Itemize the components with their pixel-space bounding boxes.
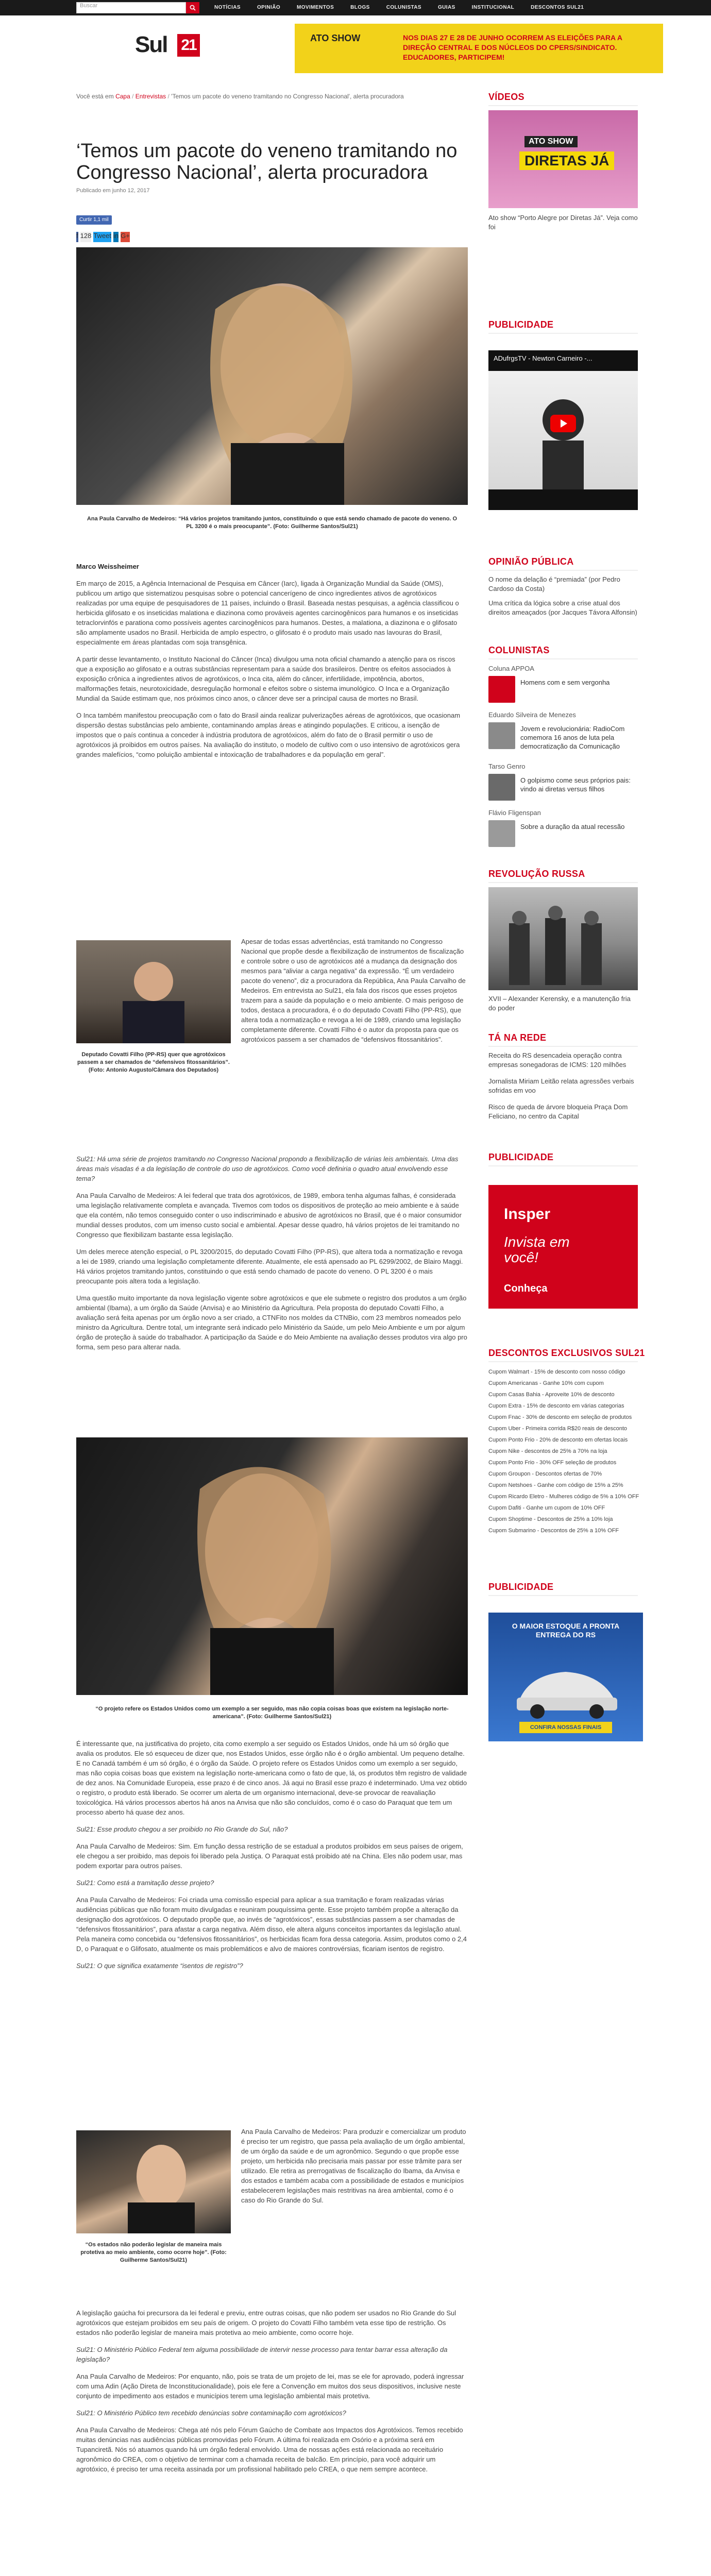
divider [488, 882, 638, 883]
colunista-item[interactable] [488, 711, 638, 752]
insper-cta[interactable]: Conheça [504, 1283, 548, 1294]
portrait-illustration [76, 247, 468, 505]
paragraph-3: O Inca também manifestou preocupação com o fato do Brasil ainda realizar pulverizações aéreas de agrotóxicos, que ocasionam dispersão destas substâncias pelo ambiente, contaminando amplas áreas e atingindo populações. E criticou, a isenção de impostos que o país continua a conceder à indústria produtora de agrotóxicos, além do fato de o Brasil permitir o uso de agrotóxicos já proibidos em outros países. Na avaliação do instituto, o modelo de cultivo com o uso intensivo de agrotóxicos gera grandes malefícios, “como poluição ambiental e intoxicação de trabalhadores e da população em geral”. [76, 711, 461, 758]
main-menu [206, 0, 592, 15]
share-bar-2 [76, 232, 130, 242]
youtube-title: ADufrgsTV - Newton Carneiro -... [494, 354, 592, 362]
colunista-link[interactable]: Sobre a duração da atual recessão [520, 823, 625, 831]
avatar [488, 676, 515, 703]
portrait-illustration-2 [76, 1437, 468, 1695]
article-body-4 [76, 2308, 468, 2481]
car-ad[interactable] [488, 1613, 643, 1741]
colunista-name: Tarso Genro [488, 762, 526, 770]
divider [488, 658, 638, 659]
narede-item-3[interactable]: Risco de queda de árvore bloqueia Praça Dom Feliciano, no centro da Capital [488, 1103, 628, 1120]
photo-caption-3: “O projeto refere os Estados Unidos como um exemplo a ser seguido, mas não copia coisas boas que existem na legislação norte-americana”. (Foto: Guilherme Santos/Sul21) [95, 1706, 449, 1720]
answer-6: Ana Paula Carvalho de Medeiros: Chega até nós pelo Fórum Gaúcho de Combate aos Impactos dos Agrotóxicos. Temos recebido muitas denúncias nas audiências públicas promovidas pelo Fórum. A última foi realizada em Osório e a próxima será em Tupanciretã. Nós só atuamos quando há um órgão federal envolvido. Uma de nossas ações está relacionada ao receituário agronômico do CREA, com o objetivo de terminar com a chamada receita de balcão. Em princípio, para você adquirir um agrotóxico, é preciso ter uma receita assinada por um profissional habilitado pelo CREA, o que nem sempre acontece. [76, 2426, 463, 2473]
coupon-list [488, 1368, 643, 1538]
video-caption[interactable]: Ato show “Porto Alegre por Diretas Já”. Veja como foi [488, 214, 638, 231]
answer-1b: Um deles merece atenção especial, o PL 3200/2015, do deputado Covatti Filho (PP-RS), que altera toda a normatização e revoga a lei de 1989, criando uma legislação completamente diferente. Atualmente, ele está apensado ao PL 6299/2002, de Blairo Maggi. Há vários projetos tramitando juntos, constituindo o que está sendo chamado de pacote do veneno. O PL 3200 é o mais preocupante pois altera toda a legislação. [76, 1248, 463, 1285]
answer-1c: Uma questão muito importante da nova legislação vigente sobre agrotóxicos e que ele submete o registro dos produtos a um órgão ambiental (Ibama), a um órgão da Saúde (Anvisa) e ao Ministério da Agricultura. Pela proposta do deputado Covatti Filho, a avaliação será feita apenas por um órgão novo a ser criado, a CTNFito nos moldes da CTNBio, com 23 membros nomeados pelo ministro da Agricultura. Dentre total, um integrante será indicado pelo Ministério da Saúde, um pelo Meio Ambiente e um por algum órgão de proteção à saúde do trabalhador. A participação da Saúde e do Meio Ambiente na avaliação desses produtos vira algo pro forma, sem peso para alterar nada. [76, 1294, 467, 1351]
sidebar-videos-title: VÍDEOS [488, 92, 524, 102]
divider [488, 1595, 638, 1596]
nav-descontos[interactable]: DESCONTOS SUL21 [531, 5, 584, 10]
search-button[interactable] [186, 2, 199, 13]
nav-opiniao[interactable]: OPINIÃO [257, 5, 281, 10]
nav-movimentos[interactable]: MOVIMENTOS [297, 5, 334, 10]
coupon-item[interactable]: Cupom Americanas - Ganhe 10% com cupom [488, 1380, 604, 1386]
insper-logo: Insper [504, 1206, 551, 1223]
sidebar-publicidade2-title: PUBLICIDADE [488, 1152, 554, 1162]
coupon-item[interactable]: Cupom Dafiti - Ganhe um cupom de 10% OFF [488, 1505, 605, 1511]
sidebar-narede-title: TÁ NA REDE [488, 1032, 547, 1043]
question-2: Sul21: Esse produto chegou a ser proibido no Rio Grande do Sul, não? [76, 1825, 288, 1833]
nav-guias[interactable]: GUIAS [438, 5, 455, 10]
nav-blogs[interactable]: BLOGS [350, 5, 370, 10]
avatar [488, 722, 515, 749]
article-body-1 [76, 562, 468, 767]
breadcrumb: Você está em Capa / Entrevistas / 'Temos um pacote do veneno tramitando no Congresso Nacional', alerta procuradora [76, 93, 404, 100]
revolucao-photo[interactable] [488, 887, 638, 990]
facebook-share-icon[interactable]: f [76, 232, 78, 242]
sidebar-descontos-title: DESCONTOS EXCLUSIVOS SUL21 [488, 1348, 645, 1358]
answer-4: Ana Paula Carvalho de Medeiros: Para produzir e comercializar um produto é preciso ter um registro, que passa pela avaliação de um órgão ambiental, de um órgão da saúde e de um agronômico. Segundo o que propõe esse projeto, um herbicida não precisaria mais passar por esse trâmite para ser utilizado. Ele retira as prerrogativas de fiscalização do Ibama, da Anvisa e dos estados e também acaba com a possibilidade de estados e municípios estabelecerem legislações mais restritivas na área ambiental, como é o caso do Rio Grande do Sul. [241, 2128, 466, 2204]
deputy-illustration [76, 940, 231, 1043]
search-icon [190, 5, 196, 11]
banner-right-text: NOS DIAS 27 E 28 DE JUNHO OCORREM AS ELEIÇÕES PARA A DIREÇÃO CENTRAL E DOS NÚCLEOS DO CPERS/SINDICATO. EDUCADORES, PARTICIPEM! [403, 33, 622, 61]
colunista-name: Flávio Fligenspan [488, 809, 541, 817]
coupon-item[interactable]: Cupom Shoptime - Descontos de 25% a 10% loja [488, 1516, 613, 1522]
portrait-illustration-3 [76, 2130, 231, 2233]
video-banner-main: DIRETAS JÁ [519, 151, 614, 170]
photo-caption-1: Ana Paula Carvalho de Medeiros: “Há vários projetos tramitando juntos, constituindo o que está sendo chamado de pacote do veneno. O PL 3200 é o mais preocupante”. (Foto: Guilherme Santos/Sul21) [87, 516, 458, 530]
youtube-embed[interactable] [488, 350, 638, 510]
coupon-item[interactable]: Cupom Uber - Primeira corrida R$20 reais de desconto [488, 1426, 628, 1432]
coupon-item[interactable]: Cupom Walmart - 15% de desconto com nosso código [488, 1369, 625, 1375]
answer-1: Ana Paula Carvalho de Medeiros: A lei federal que trata dos agrotóxicos, de 1989, embora tenha algumas falhas, é considerada uma legislação relativamente completa e avançada. Tivemos com todos os dispositivos de proteção ao meio ambiente e à saúde que ela contém, não temos conseguido conter o uso indiscriminado e abusivo de agrotóxicos no Brasil, que é o maior consumidor mundial desses produtos, com um imenso custo social e ambiental. Apesar desse quadro, há vários projetos de lei tramitando no Congresso que flexibilizam bastante essa legislação. [76, 1192, 462, 1239]
article-body-3 [76, 1739, 468, 1978]
question-6: Sul21: O Ministério Público tem recebido denúncias sobre contaminação com agrotóxicos? [76, 2409, 346, 2417]
question-3: Sul21: Como está a tramitação desse projeto? [76, 1879, 214, 1887]
video-banner-top: ATO SHOW [524, 136, 578, 147]
divider [488, 1361, 638, 1362]
colunista-item[interactable] [488, 809, 638, 850]
article-photo-1 [76, 247, 468, 505]
article-title: ‘Temos um pacote do veneno tramitando no Congresso Nacional’, alerta procuradora [76, 140, 458, 183]
googleplus-icon[interactable]: G+ [121, 232, 130, 242]
answer-5: Ana Paula Carvalho de Medeiros: Por enquanto, não, pois se trata de um projeto de lei, mas se ele for aprovado, poderá ingressar com uma Adin (Ação Direta de Inconstitucionalidade), pois ele fere a Convenção em muitos dos seus dispositivos, inclusive neste conjunto de impedimento aos estados e municípios terem uma legislação ambiental mais protetiva. [76, 2372, 464, 2400]
breadcrumb-capa[interactable]: Capa [115, 93, 130, 100]
coupon-item[interactable]: Cupom Extra - 15% de desconto em várias categorias [488, 1403, 624, 1409]
share-count: 128 [80, 232, 92, 242]
divider [488, 1046, 638, 1047]
insper-ad[interactable] [488, 1185, 638, 1309]
breadcrumb-entrevistas[interactable]: Entrevistas [135, 93, 166, 100]
opiniao-item-2[interactable]: Uma crítica da lógica sobre a crise atual dos direitos ameaçados (por Jacques Távora Alfonsin) [488, 599, 637, 616]
tweet-button[interactable]: Tweet [93, 232, 111, 242]
photo-caption-4: “Os estados não poderão legislar de maneira mais protetiva ao meio ambiente, como ocorre hoje”. (Foto: Guilherme Santos/Sul21) [80, 2242, 227, 2263]
colunista-link[interactable]: Jovem e revolucionária: RadioCom comemora 16 anos de luta pela democratização da Comunicação [520, 725, 625, 750]
breadcrumb-prefix: Você está em [76, 93, 114, 100]
colunista-item[interactable] [488, 762, 638, 804]
article-photo-4 [76, 2130, 231, 2233]
play-triangle-icon [550, 415, 576, 432]
logo-number: 21 [177, 34, 200, 57]
facebook-like-button[interactable]: Curtir 1,1 mil [76, 215, 112, 225]
play-icon[interactable] [550, 415, 576, 432]
colunista-link[interactable]: Homens com e sem vergonha [520, 679, 610, 686]
article-author: Marco Weissheimer [76, 563, 139, 570]
coupon-item[interactable]: Cupom Netshoes - Ganhe com código de 15% a 25% [488, 1482, 623, 1488]
coupon-item[interactable]: Cupom Casas Bahia - Aproveite 10% de desconto [488, 1392, 615, 1398]
paragraph-6: A legislação gaúcha foi precursora da lei federal e previu, entre outras coisas, que não podem ser usados no Rio Grande do Sul agrotóxicos que estejam proibidos em seu país de origem. O projeto do Covatti Filho também veta esse tipo de restrição. Os estados não poderão legislar de maneira mais protetiva ao meio ambiente, como ocorre hoje. [76, 2309, 456, 2336]
answer-3: Ana Paula Carvalho de Medeiros: Foi criada uma comissão especial para aplicar a sua tramitação e foram realizadas várias audiências públicas que não foram muito divulgadas e reuniram pouquíssima gente. Esse projeto também propõe a alteração da designação dos agrotóxicos. O deputado propõe que, ao invés de “agrotóxicos”, essas substâncias passem a ser chamadas de “defensivos fitossanitários”, para afastar a carga negativa. Além disso, ele altera alguns conceitos importantes da legislação atual. Pela maneira como concebida ou “defensivos fitossanitários”, os herbicidas ficam fora dessa categoria. Assim, produtos como o 2,4 D, o Paraquat e o Glifosato, atualmente os mais problemáticos e alvo de maiores controvérsias, ficariam isentos de registro. [76, 1896, 467, 1953]
coupon-item[interactable]: Cupom Fnac - 30% de desconto em seleção de produtos [488, 1414, 632, 1420]
nav-colunistas[interactable]: COLUNISTAS [386, 5, 421, 10]
publish-date: Publicado em junho 12, 2017 [76, 188, 150, 194]
avatar [488, 774, 515, 801]
divider [488, 333, 638, 334]
colunista-name: Eduardo Silveira de Menezes [488, 711, 576, 719]
car-illustration [488, 1649, 643, 1721]
sidebar-publicidade3-title: PUBLICIDADE [488, 1582, 554, 1592]
historic-photo-illustration [488, 887, 638, 990]
site-logo[interactable] [135, 31, 199, 62]
coupon-item[interactable]: Cupom Ponto Frio - 20% de desconto em ofertas locais [488, 1437, 628, 1443]
revolucao-caption[interactable]: XVII – Alexander Kerensky, e a manutenção fria do poder [488, 995, 631, 1012]
logo-text: Sul [135, 32, 167, 57]
answer-2: Ana Paula Carvalho de Medeiros: Sim. Em função dessa restrição de se estadual a produtos proibidos em seus países de origem, ele chegou a ser proibido, mas depois foi liberado pela Justiça. O Paraquat está proibido até na China. Eles não podem usar, mas podem exportar para outros países. [76, 1842, 463, 1870]
coupon-item[interactable]: Cupom Ponto Frio - 30% OFF seleção de produtos [488, 1460, 617, 1466]
divider [488, 105, 638, 106]
nav-noticias[interactable]: NOTÍCIAS [214, 5, 241, 10]
narede-item-2[interactable]: Jornalista Miriam Leitão relata agressões verbais sofridas em voo [488, 1077, 634, 1094]
colunista-name: Coluna APPOA [488, 665, 534, 672]
sidebar-publicidade-title: PUBLICIDADE [488, 319, 554, 330]
coupon-item[interactable]: Cupom Nike - descontos de 25% a 70% na loja [488, 1448, 607, 1454]
paragraph-2: A partir desse levantamento, o Instituto Nacional do Câncer (Inca) divulgou uma nota oficial chamando a atenção para os riscos que a exposição ao glifosato e a outras substâncias representam para a saúde dos brasileiros. Dentre os efeitos associados à exposição crônica a ingredientes ativos de agrotóxicos, o Inca cita, além do câncer, infertilidade, impotência, abortos, malformações fetais, neurotoxicidade, desregulação hormonal e efeitos sobre o sistema imunológico. O Inca e a Organização Mundial da Saúde estimam que, nos próximos cinco anos, o câncer deve ser a principal causa de mortes no Brasil. [76, 655, 455, 702]
colunista-link[interactable]: O golpismo come seus próprios pais: vindo ai diretas versus filhos [520, 776, 631, 793]
search-input[interactable]: Buscar [76, 2, 186, 13]
sidebar-opiniao-title: OPINIÃO PÚBLICA [488, 556, 574, 567]
car-ad-headline: O MAIOR ESTOQUE A PRONTA ENTREGA DO RS [512, 1622, 620, 1639]
insper-headline: Invista em você! [504, 1234, 570, 1265]
top-nav-bar [0, 0, 711, 15]
linkedin-icon[interactable]: in [113, 232, 118, 242]
sidebar-colunistas-title: COLUNISTAS [488, 645, 550, 655]
sidebar-revolucao-title: REVOLUÇÃO RUSSA [488, 869, 585, 879]
paragraph-4: Apesar de todas essas advertências, está tramitando no Congresso Nacional que propõe desde a flexibilização de instrumentos de fiscalização e controle sobre o uso de agrotóxicos até a mudança da designação dos mesmos para “aliviar a carga negativa” da expressão. “É um verdadeiro pacote do veneno”, diz a procuradora da República, Ana Paula Carvalho de Medeiros. Em entrevista ao Sul21, ela fala dos riscos que esses projetos trazem para a saúde da população e o meio ambiente. O mais perigoso de todos, destaca a procuradora, é o do deputado Covatti Filho (PP-RS), que altera toda a normatização e revoga a lei de 1989, criando uma legislação completamente diferente. Covatti Filho é o autor da proposta para que os agrotóxicos passem a ser chamados de “defensivos fitossanitários”. [241, 938, 466, 1043]
coupon-item[interactable]: Cupom Submarino - Descontos de 25% a 10% OFF [488, 1528, 619, 1534]
paragraph-1: Em março de 2015, a Agência Internacional de Pesquisa em Câncer (Iarc), ligada à Organização Mundial da Saúde (OMS), publicou um artigo que sistematizou pesquisas sobre o potencial cancerígeno de cinco ingredientes ativos de agrotóxicos realizadas por uma equipe de pesquisadores de 11 países, incluindo o Brasil. Baseada nestas pesquisas, a agência classificou o herbicida glifosato e os inseticidas malationa e diazinona como prováveis agentes carcinogênicos para humanos e os inseticidas tetraclorvinfós e parationa como possíveis agentes carcinogênicos para humanos. Destes, a malationa, a diazinona e o glifosato são amplamente usados no Brasil. Herbicida de amplo espectro, o glifosato é o produto mais usado nas lavouras do Brasil, especialmente em áreas plantadas com soja transgênica. [76, 580, 459, 646]
video-thumbnail[interactable] [488, 110, 638, 208]
top-banner-ad[interactable] [295, 24, 663, 73]
question-4: Sul21: O que significa exatamente “isentos de registro”? [76, 1962, 243, 1970]
coupon-item[interactable]: Cupom Groupon - Descontos ofertas de 70% [488, 1471, 602, 1477]
article-photo-3 [76, 1437, 468, 1695]
avatar [488, 820, 515, 847]
colunista-item[interactable] [488, 665, 638, 706]
coupon-item[interactable]: Cupom Ricardo Eletro - Mulheres código de 5% a 10% OFF [488, 1494, 639, 1500]
narede-item-1[interactable]: Receita do RS desencadeia operação contra empresas sonegadoras de ICMS: 120 milhões [488, 1052, 627, 1069]
question-5: Sul21: O Ministério Público Federal tem alguma possibilidade de intervir nesse processo para tentar barrar essa alteração da legislação? [76, 2346, 448, 2363]
article-photo-2 [76, 940, 231, 1043]
breadcrumb-current: 'Temos um pacote do veneno tramitando no Congresso Nacional', alerta procuradora [171, 93, 404, 100]
photo-caption-2: Deputado Covatti Filho (PP-RS) quer que agrotóxicos passem a ser chamados de “defensivos fitossanitários”. (Foto: Antonio Augusto/Câmara dos Deputados) [77, 1052, 230, 1073]
nav-institucional[interactable]: INSTITUCIONAL [471, 5, 515, 10]
banner-left-text: ATO SHOW [310, 33, 361, 43]
divider [488, 1165, 638, 1166]
share-bar-1 [76, 215, 112, 226]
opiniao-item-1[interactable]: O nome da delação é “premiada” (por Pedro Cardoso da Costa) [488, 575, 620, 592]
question-1: Sul21: Há uma série de projetos tramitando no Congresso Nacional propondo a flexibilização de várias leis ambientais. Uma das áreas mais visadas é a da legislação de controle do uso de agrotóxicos. Como você definiria o quadro atual envolvendo esse tema? [76, 1155, 459, 1182]
divider [488, 570, 638, 571]
car-ad-cta[interactable]: CONFIRA NOSSAS FINAIS [519, 1722, 612, 1733]
paragraph-5: É interessante que, na justificativa do projeto, cita como exemplo a ser seguido os Estados Unidos, onde há um só órgão que avalia os produtos. Ele só esqueceu de dizer que, nos Estados Unidos, esse órgão não é o órgão ambiental. Um pequeno detalhe. E no Canadá também é um só órgão, é o órgão da Saúde. O projeto refere os Estados Unidos como um exemplo a ser seguido, mas não copia coisas boas que existem na legislação norte-americana como o fato de que, lá, os produtos têm registro de validade de dez anos. Na Comunidade Europeia, esse prazo é de cinco anos. Já aqui no Brasil esse prazo é indeterminado. Uma vez obtido o registro, o produto está liberado. Se ocorrer um alerta de um organismo internacional, deve-se provocar de reavaliação toxicológica. Há vários processos abertos há anos na Anvisa que não são concluídos, como é o caso do Paraquat que tem um processo aberto há quase dez anos. [76, 1740, 467, 1816]
article-body-2 [76, 1154, 468, 1359]
